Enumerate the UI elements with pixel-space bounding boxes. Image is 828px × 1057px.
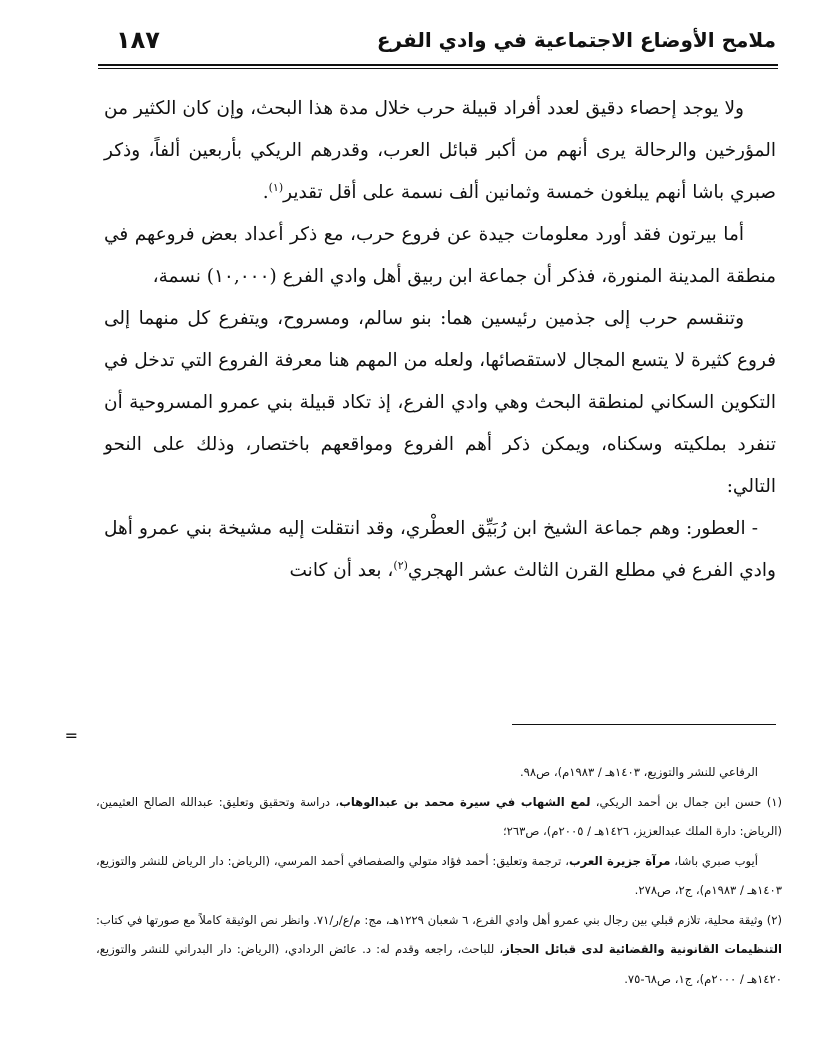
list-item-text: - العطور: وهم جماعة الشيخ ابن رُبَيِّق العطْري، وقد انتقلت إليه مشيخة بني عمرو أهل وادي الفرع في مطلع القرن الثالث عشر الهجري (104, 518, 776, 581)
footnote-1-title: لمع الشهاب في سيرة محمد بن عبدالوهاب (339, 794, 591, 809)
footnote-2-pre: وثيقة محلية، تلازم قبلي بين رجال بني عمرو أهل وادي الفرع، ٦ شعبان ١٢٢٩هـ، مج: م/ع/ر/٧١. وانظر نص الوثيقة كاملاً مع صورتها في كتاب: (96, 912, 763, 927)
footnote-1-line2-post: ، ترجمة وتعليق: أحمد فؤاد متولي والصفصافي أحمد المرسي، (الرياض: دار الرياض للنشر والتوزيع، ١٤٠٣هـ / ١٩٨٣م)، ج٢، ص٢٧٨. (96, 853, 782, 897)
list-item-al-utur (104, 508, 776, 592)
header-rule (98, 64, 778, 69)
footnote-continuation-mark: = (64, 726, 78, 745)
paragraph-3: وتنقسم حرب إلى جذمين رئيسين هما: بنو سالم، ومسروح، ويتفرع كل منهما إلى فروع كثيرة لا يتسع المجال لاستقصائها، ولعله من المهم هنا معرفة الفروع التي تدخل في التكوين السكاني لمنطقة البحث وهي وادي الفرع، إذ تكاد قبيلة بني عمرو المسروحية أن تنفرد بملكيته وسكناه، ويمكن ذكر أهم الفروع ومواقعهم باختصار، وذلك على النحو التالي: (104, 308, 776, 497)
footnote-1-line-2 (96, 847, 782, 906)
footnote-ref-2: (٢) (393, 558, 408, 572)
main-text (104, 88, 776, 592)
footnote-continuation: الرفاعي للنشر والتوزيع، ١٤٠٣هـ / ١٩٨٣م)، ص٩٨. (519, 765, 758, 779)
footnote-ref-1: (١) (268, 180, 284, 194)
footnotes (96, 758, 782, 994)
footnote-2-title: التنظيمات القانونية والقضائية لدى قبائل الحجاز (503, 942, 782, 956)
footnote-1-line2-pre: أيوب صبري باشا، (674, 853, 758, 868)
list-item-tail: ، بعد أن كانت (289, 560, 394, 581)
footnote-1 (96, 788, 782, 847)
paragraph-1: ولا يوجد إحصاء دقيق لعدد أفراد قبيلة حرب خلال مدة هذا البحث، وإن كان الكثير من المؤرخين والرحالة يرى أنهم من أكبر قبائل العرب، وقدرهم الريكي بأربعين ألفاً، وذكر صبري باشا أنهم يبلغون خمسة وثمانين ألف نسمة على أقل تقدير$^{(١)}$. (104, 98, 776, 203)
footnote-1-pre: حسن ابن جمال بن أحمد الريكي، (595, 794, 762, 809)
running-title: ملامح الأوضاع الاجتماعية في وادي الفرع (376, 28, 776, 52)
footnote-1-post: ، دراسة وتحقيق وتعليق: عبدالله الصالح العثيمين، (الرياض: دارة الملك عبدالعزيز، ١٤٢٦هـ / ٢٠٠٥م)، ص٢٦٣؛ (96, 794, 782, 838)
page-number: ١٨٧ (116, 26, 160, 54)
footnote-2 (96, 906, 782, 995)
footnote-1-line2-title: مرآة جزيرة العرب (569, 853, 671, 868)
footnote-2-post: ، للباحث، راجعه وقدم له: د. عائض الردادي، (الرياض: دار البدراني للنشر والتوزيع، ١٤٢٠هـ / ٢٠٠٠م)، ج١، ص٦٨-٧٥. (96, 942, 782, 986)
running-header (100, 26, 776, 60)
footnote-2-number: (٢) (766, 912, 782, 927)
footnote-separator-line (512, 724, 776, 725)
paragraph-1-text: ولا يوجد إحصاء دقيق لعدد أفراد قبيلة حرب خلال مدة هذا البحث، وإن كان الكثير من المؤرخين والرحالة يرى أنهم من أكبر قبائل العرب، وقدرهم الريكي بأربعين ألفاً، وذكر صبري باشا أنهم يبلغون خمسة وثمانين ألف نسمة على أقل تقدير (104, 98, 776, 203)
paragraph-2: أما بيرتون فقد أورد معلومات جيدة عن فروع حرب، مع ذكر أعداد بعض فروعهم في منطقة المدينة المنورة، فذكر أن جماعة ابن ربيق أهل وادي الفرع (١٠,٠٠٠) نسمة، (104, 224, 776, 287)
footnote-1-number: (١) (766, 794, 782, 809)
